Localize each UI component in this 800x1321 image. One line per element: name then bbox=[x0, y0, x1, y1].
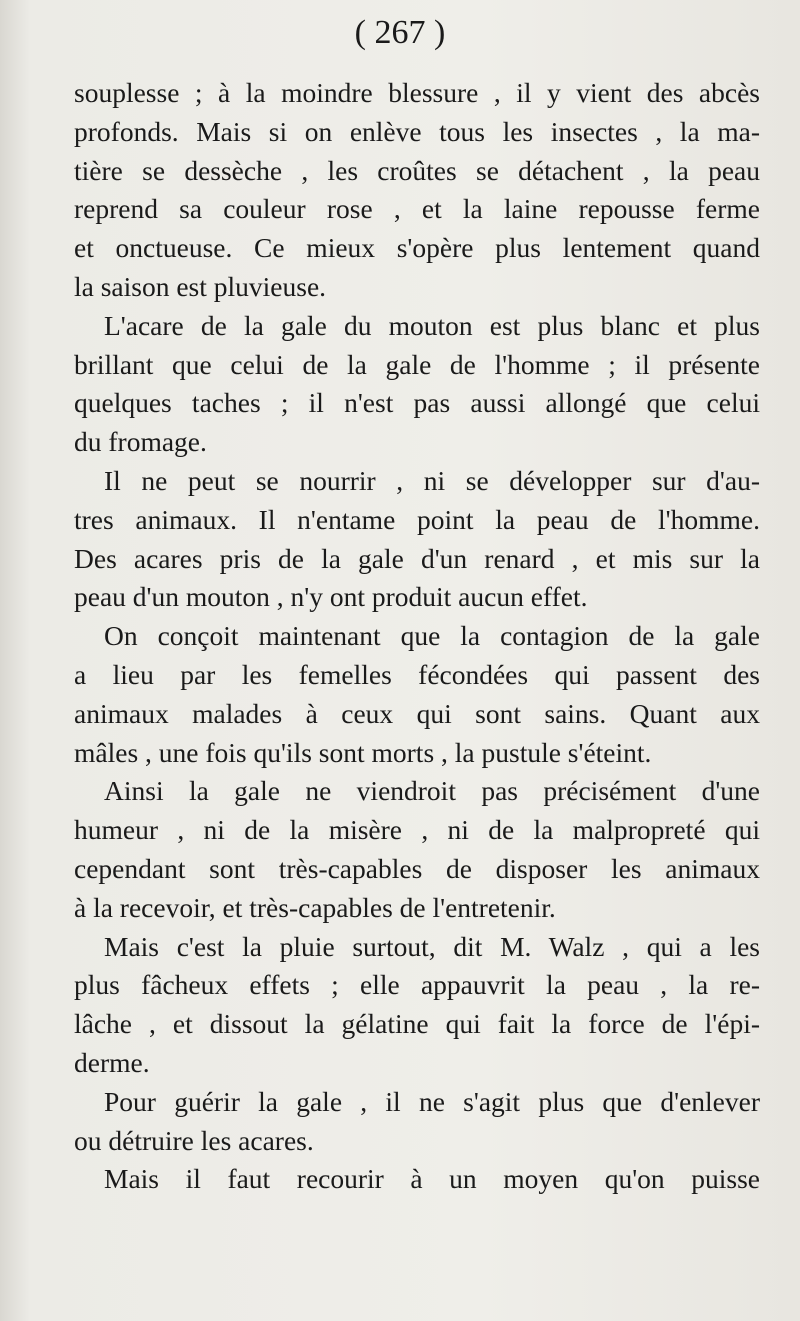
text-line: L'acare de la gale du mouton est plus blanc et plus bbox=[104, 309, 760, 341]
text-line: On conçoit maintenant que la contagion de la gale bbox=[104, 620, 760, 652]
text-line: Ainsi la gale ne viendroit pas précisément d'une bbox=[104, 775, 760, 807]
text-line: et onctueuse. Ce mieux s'opère plus lentement quand bbox=[74, 232, 760, 264]
page-number: ( 267 ) bbox=[354, 14, 446, 51]
text-line: brillant que celui de la gale de l'homme ; il présente bbox=[74, 348, 760, 380]
text-line: profonds. Mais si on enlève tous les insectes , la ma- bbox=[74, 115, 760, 147]
text-line: Pour guérir la gale , il ne s'agit plus que d'enlever bbox=[104, 1085, 760, 1117]
text-line: ou détruire les acares. bbox=[74, 1124, 314, 1156]
text-line: lâche , et dissout la gélatine qui fait la force de l'épi- bbox=[74, 1008, 760, 1040]
text-line: cependant sont très-capables de disposer les animaux bbox=[74, 852, 760, 884]
text-line: tière se dessèche , les croûtes se détachent , la peau bbox=[74, 154, 760, 186]
text-line: quelques taches ; il n'est pas aussi allongé que celui bbox=[74, 387, 760, 419]
text-line: Il ne peut se nourrir , ni se développer sur d'au- bbox=[104, 464, 760, 496]
text-line: reprend sa couleur rose , et la laine repousse ferme bbox=[74, 193, 760, 225]
text-line: la saison est pluvieuse. bbox=[74, 270, 327, 302]
text-line: tres animaux. Il n'entame point la peau de l'homme. bbox=[74, 503, 760, 535]
text-line: Des acares pris de la gale d'un renard , et mis sur la bbox=[74, 542, 760, 574]
text-line: animaux malades à ceux qui sont sains. Quant aux bbox=[74, 697, 760, 729]
text-line: à la recevoir, et très-capables de l'entretenir. bbox=[74, 891, 556, 923]
text-line: Mais il faut recourir à un moyen qu'on puisse bbox=[104, 1163, 760, 1195]
text-line: peau d'un mouton , n'y ont produit aucun effet. bbox=[74, 581, 588, 613]
text-line: mâles , une fois qu'ils sont morts , la pustule s'éteint. bbox=[74, 736, 652, 768]
text-line: derme. bbox=[74, 1046, 150, 1078]
text-line: plus fâcheux effets ; elle appauvrit la peau , la re- bbox=[74, 969, 760, 1001]
text-line: souplesse ; à la moindre blessure , il y vient des abcès bbox=[74, 77, 760, 108]
text-line: du fromage. bbox=[74, 426, 207, 458]
text-body bbox=[74, 74, 760, 1199]
text-line: a lieu par les femelles fécondées qui passent des bbox=[74, 658, 760, 690]
text-line: humeur , ni de la misère , ni de la malpropreté qui bbox=[74, 814, 760, 846]
text-line: Mais c'est la pluie surtout, dit M. Walz , qui a les bbox=[104, 930, 760, 962]
